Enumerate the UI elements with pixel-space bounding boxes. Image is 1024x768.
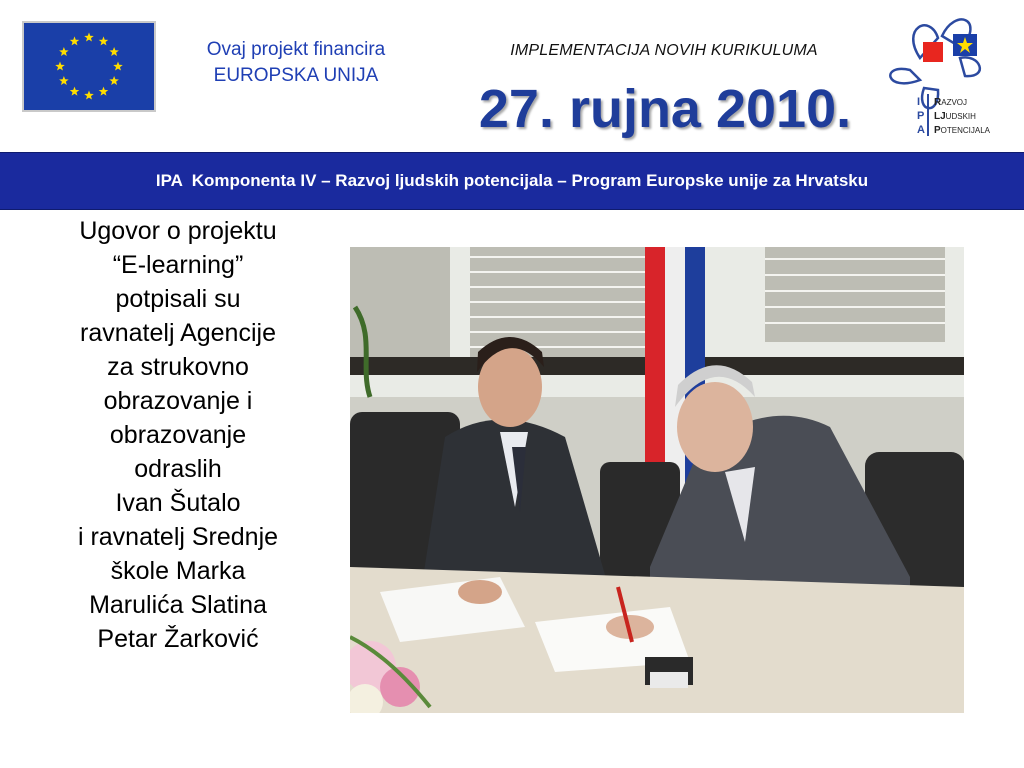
ipa-flower-icon — [880, 8, 1010, 138]
banner-text: IPA Komponenta IV – Razvoj ljudskih potencijala – Program Europske unije za Hrvatsku — [155, 171, 869, 190]
funding-line-2: EUROPSKA UNIJA — [213, 65, 379, 86]
eu-stars-icon — [24, 23, 154, 110]
eu-star-icon — [70, 36, 80, 45]
eu-star-icon — [84, 33, 94, 42]
ipa-logo — [880, 8, 1010, 138]
program-title: IMPLEMENTACIJA NOVIH KURIKULUMA — [510, 42, 818, 59]
body-line: odraslih — [134, 455, 222, 483]
body-line: za strukovno — [107, 353, 249, 381]
ipa-letter-p: P — [917, 110, 925, 122]
eu-star-icon — [113, 62, 123, 71]
eu-star-icon — [109, 76, 119, 85]
signing-scene-image — [350, 247, 964, 713]
eu-star-icon — [59, 76, 69, 85]
date-heading: 27. rujna 2010. — [478, 79, 852, 139]
body-text — [40, 214, 316, 656]
program-banner — [0, 152, 1024, 210]
body-line: “E-learning” — [112, 251, 244, 279]
body-line: Ivan Šutalo — [115, 489, 241, 517]
eu-star-icon — [55, 62, 65, 71]
funding-line-1: Ovaj projekt financira — [206, 39, 386, 60]
ipa-letter-i: I — [917, 96, 921, 108]
ipa-word-razvoj: RAZVOJ — [934, 97, 968, 108]
body-line: Ugovor o projektu — [79, 217, 277, 245]
eu-star-icon — [84, 91, 94, 100]
eu-star-icon — [70, 87, 80, 96]
eu-star-icon — [99, 36, 109, 45]
body-line: Petar Žarković — [97, 625, 259, 653]
body-line: Marulića Slatina — [89, 591, 267, 619]
ipa-word-potencijala: POTENCIJALA — [934, 125, 991, 136]
body-line: i ravnatelj Srednje — [77, 523, 279, 551]
eu-star-icon — [99, 87, 109, 96]
body-line: škole Marka — [110, 557, 246, 585]
body-line: obrazovanje — [109, 421, 247, 449]
ipa-letter-a: A — [917, 124, 925, 136]
ipa-word-ljudskih: LJUDSKIH — [934, 111, 976, 122]
eu-star-icon — [109, 47, 119, 56]
body-line: ravnatelj Agencije — [80, 319, 276, 347]
eu-flag-logo — [22, 21, 156, 112]
body-line: obrazovanje i — [103, 387, 253, 415]
funding-notice — [165, 37, 427, 89]
eu-star-icon — [59, 47, 69, 56]
body-line: potpisali su — [115, 285, 241, 313]
signing-photo — [350, 247, 964, 713]
